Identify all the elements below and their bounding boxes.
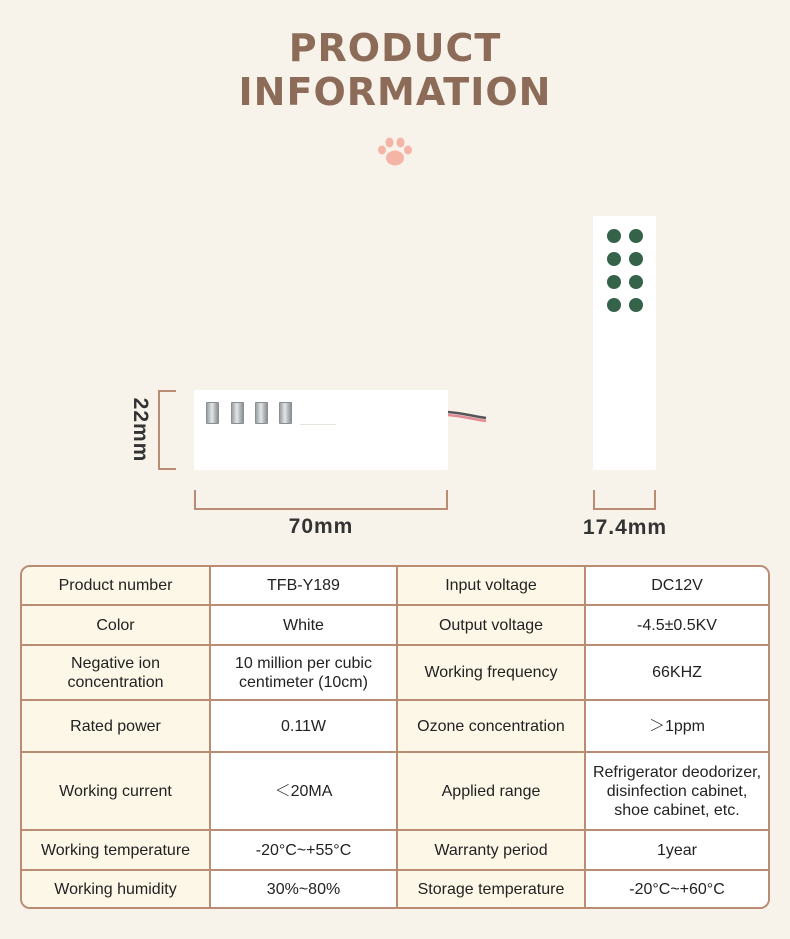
table-row <box>22 829 768 869</box>
table-row <box>22 567 768 604</box>
page-title-line2: INFORMATION <box>238 70 552 114</box>
height-bracket <box>158 390 176 470</box>
width-bracket <box>593 490 656 510</box>
spec-label: Product number <box>22 567 209 604</box>
spec-label: Negative ion concentration <box>22 646 209 699</box>
spec-value: ＞1ppm <box>584 701 768 751</box>
spec-value: -20°C~+60°C <box>584 871 768 907</box>
spec-value: TFB-Y189 <box>209 567 396 604</box>
electrode-pin <box>206 402 219 424</box>
spec-value: -4.5±0.5KV <box>584 606 768 644</box>
spec-table <box>20 565 770 909</box>
spec-value: -20°C~+55°C <box>209 831 396 869</box>
device-side-image <box>593 216 656 470</box>
spec-label: Working humidity <box>22 871 209 907</box>
spec-label: Output voltage <box>396 606 584 644</box>
spec-label: Working current <box>22 753 209 829</box>
spec-value: 30%~80% <box>209 871 396 907</box>
spec-label: Working frequency <box>396 646 584 699</box>
power-wire <box>448 408 488 428</box>
page-title-line1: PRODUCT <box>288 26 502 70</box>
table-row <box>22 604 768 644</box>
spec-label: Warranty period <box>396 831 584 869</box>
table-row <box>22 699 768 751</box>
spec-label: Applied range <box>396 753 584 829</box>
spec-value: Refrigerator deodorizer, disinfection cabinet, shoe cabinet, etc. <box>584 753 768 829</box>
width-dimension-label: 17.4mm <box>582 516 668 539</box>
electrode-pin <box>231 402 244 424</box>
table-row <box>22 644 768 699</box>
spec-label: Rated power <box>22 701 209 751</box>
spec-value: ＜20MA <box>209 753 396 829</box>
spec-value: DC12V <box>584 567 768 604</box>
spec-label: Working temperature <box>22 831 209 869</box>
spec-value: White <box>209 606 396 644</box>
spec-value: 10 million per cubic centimeter (10cm) <box>209 646 396 699</box>
spec-label: Ozone concentration <box>396 701 584 751</box>
length-dimension-label: 70mm <box>288 515 354 538</box>
spec-value: 0.11W <box>209 701 396 751</box>
electrode-pin <box>255 402 268 424</box>
height-dimension-label: 22mm <box>129 397 152 463</box>
length-bracket <box>194 490 448 510</box>
table-row <box>22 751 768 829</box>
table-row <box>22 869 768 907</box>
device-front-image <box>194 390 448 470</box>
spec-label: Input voltage <box>396 567 584 604</box>
spec-value: 1year <box>584 831 768 869</box>
electrode-pin <box>279 402 292 424</box>
paw-icon <box>376 136 414 168</box>
spec-value: 66KHZ <box>584 646 768 699</box>
spec-label: Color <box>22 606 209 644</box>
spec-label: Storage temperature <box>396 871 584 907</box>
